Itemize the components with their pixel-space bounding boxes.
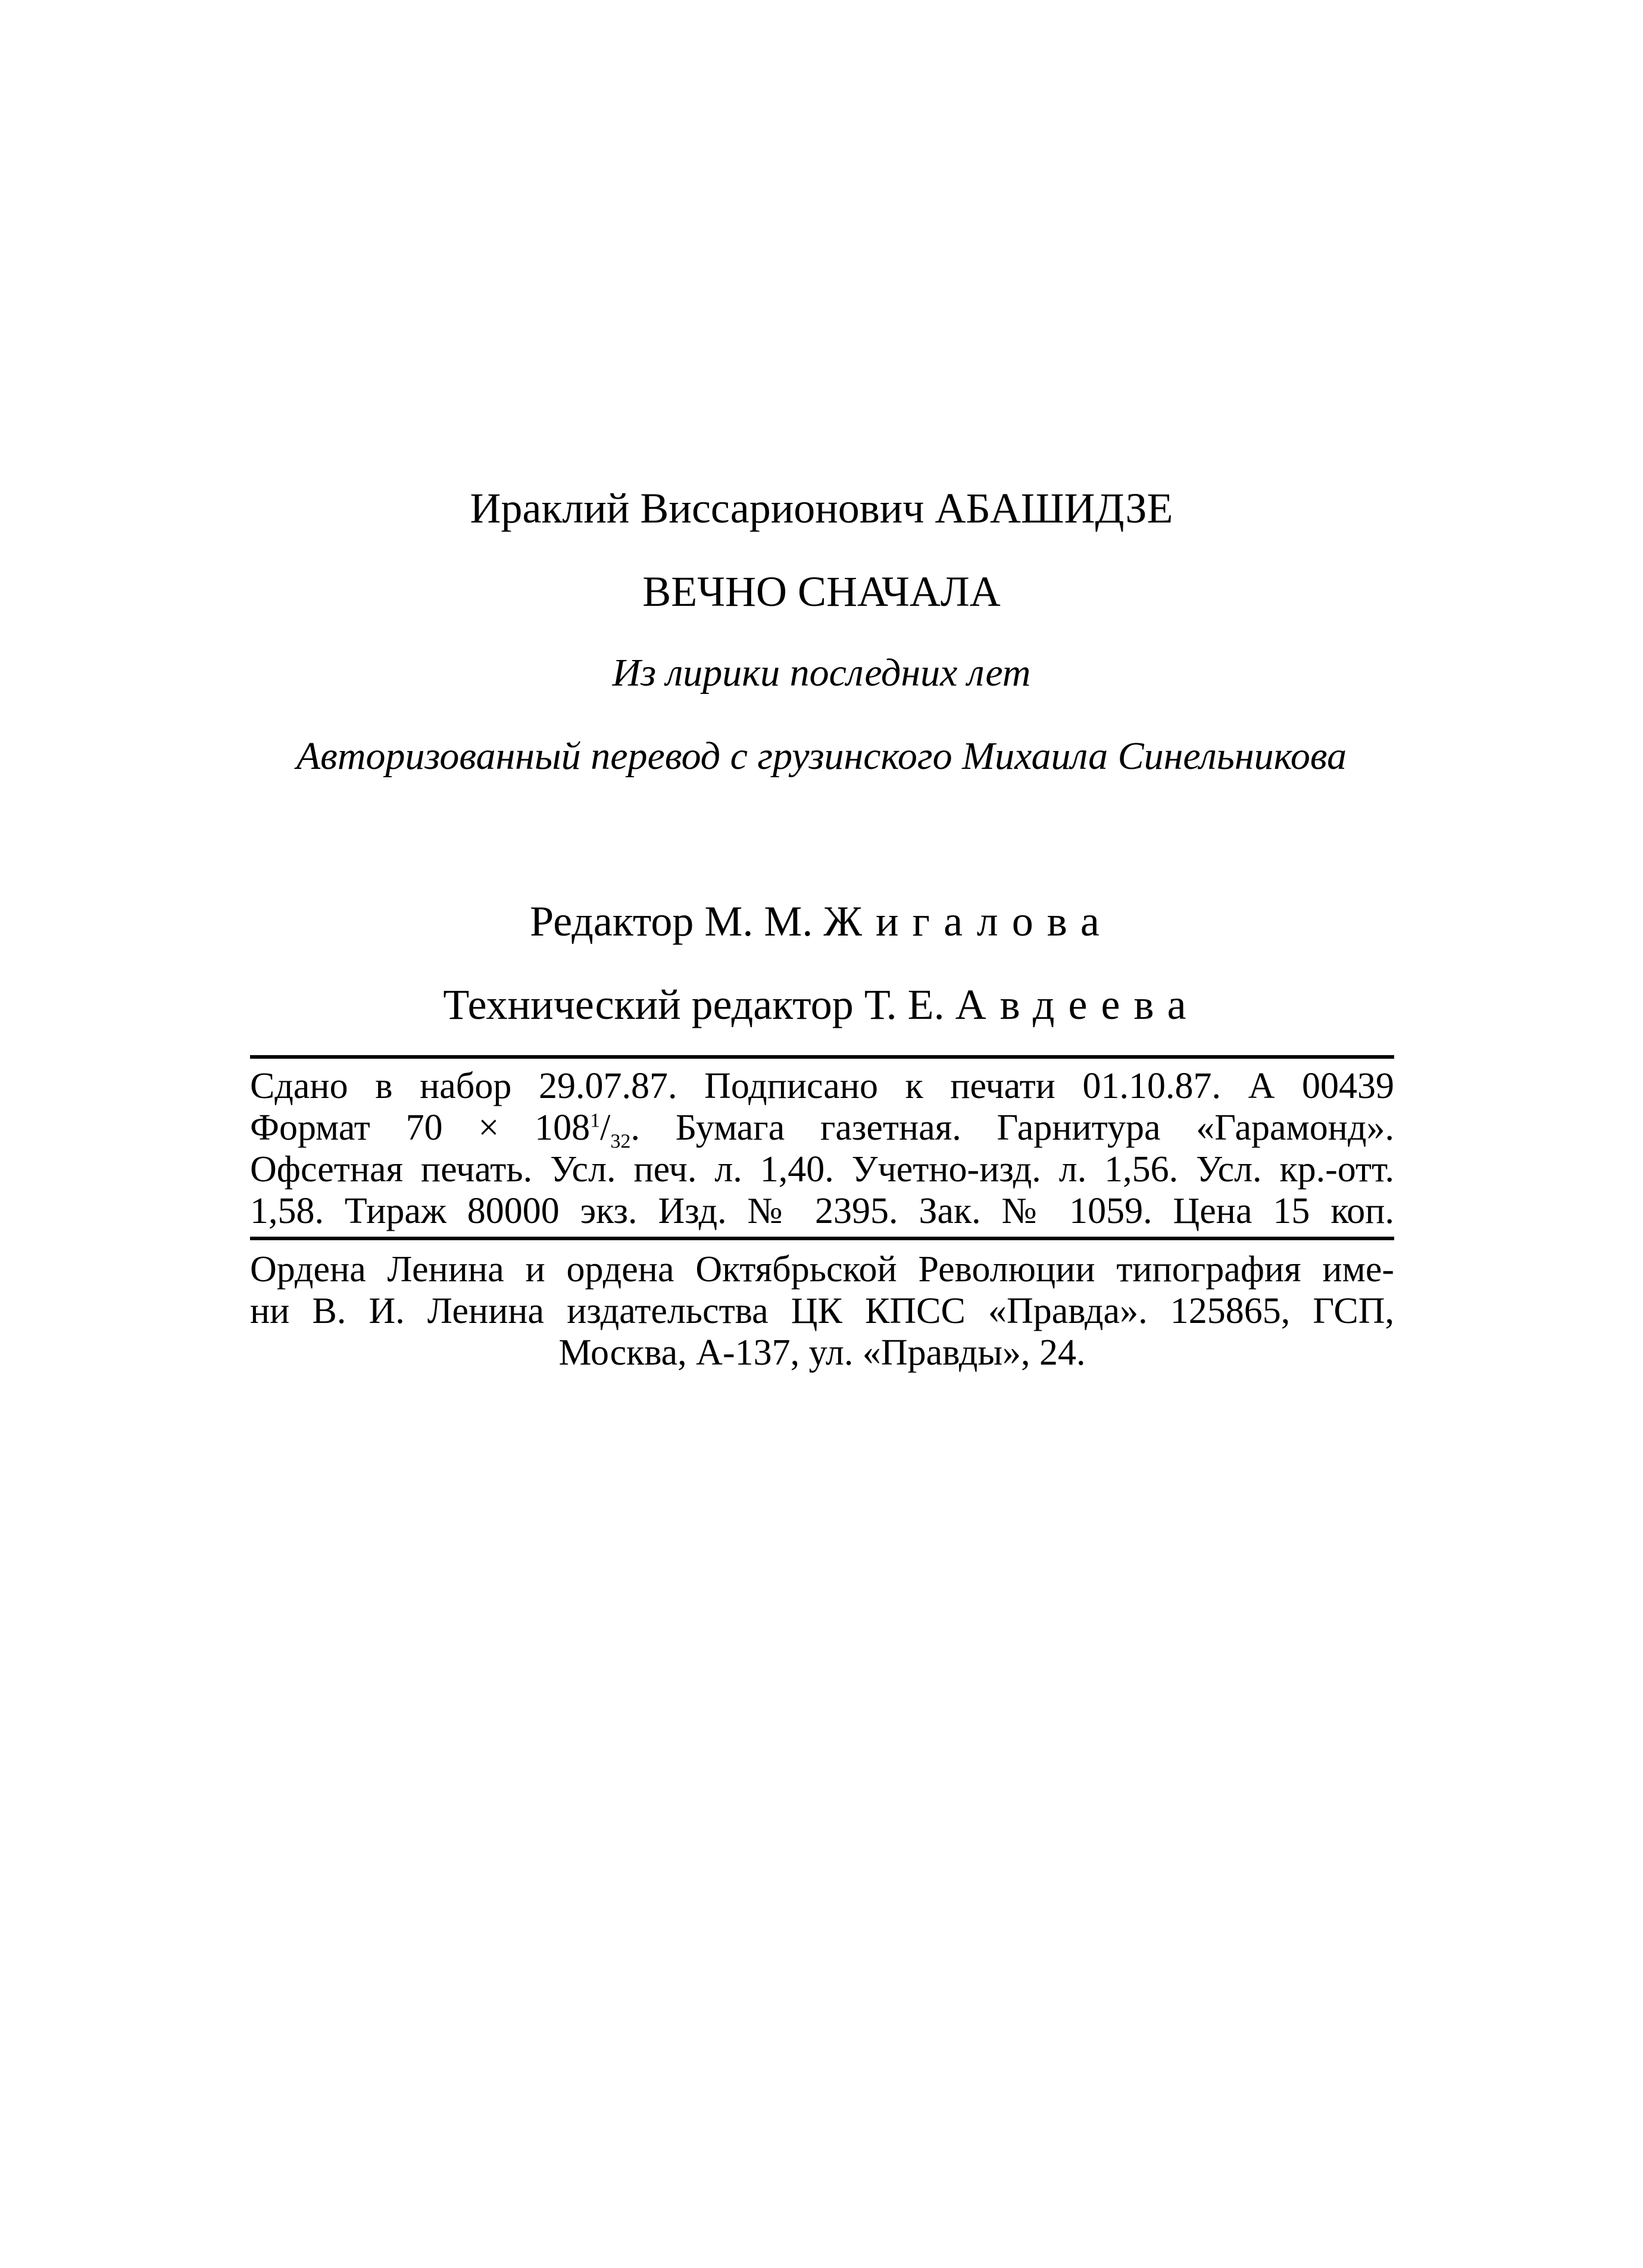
book-title: ВЕЧНО СНАЧАЛА <box>642 568 1001 615</box>
divider-rule <box>250 1055 1394 1059</box>
printer-line: ни В. И. Ленина издательства ЦК КПСС «Правда». 125865, ГСП, <box>250 1291 1394 1331</box>
printer-block <box>250 1249 1394 1374</box>
imprint-format-line <box>250 1107 1395 1153</box>
technical-editor-initials: Т. Е. <box>864 981 945 1028</box>
divider-rule <box>250 1237 1394 1240</box>
imprint-line: 1,58. Тираж 80000 экз. Изд. № 2395. Зак. № 1059. Цена 15 коп. <box>250 1191 1394 1231</box>
technical-editor-surname: Авдеева <box>955 981 1200 1028</box>
author-surname: АБАШИДЗЕ <box>935 484 1173 532</box>
book-subtitle: Из лирики последних лет <box>612 651 1031 695</box>
typeface: Гарнитура «Гарамонд». <box>997 1108 1395 1148</box>
editor-line <box>0 897 1643 945</box>
technical-editor-line <box>0 983 1643 1026</box>
printer-address-line: Москва, А-137, ул. «Правды», 24. <box>558 1332 1086 1373</box>
author-line <box>0 484 1643 532</box>
translation-note: Авторизованный перевод с грузинского Михаила Синельникова <box>296 734 1347 778</box>
format-value: $70 \times 108^1/_{32}$. <box>405 1108 640 1153</box>
editor-initials: М. М. <box>704 897 813 945</box>
paper-type: Бумага газетная. <box>675 1108 961 1148</box>
imprint-line: Офсетная печать. Усл. печ. л. 1,40. Учетно-изд. л. 1,56. Усл. кр.-отт. <box>250 1149 1394 1190</box>
printer-line: Ордена Ленина и ордена Октябрьской Революции типография име- <box>250 1249 1394 1290</box>
author-name: Ираклий Виссарионович <box>470 484 924 532</box>
imprint-block <box>250 1065 1394 1232</box>
technical-editor-role: Технический редактор <box>443 981 854 1028</box>
format-label: Формат <box>250 1108 370 1148</box>
imprint-line: Сдано в набор 29.07.87. Подписано к печати 01.10.87. А 00439 <box>250 1066 1394 1106</box>
editor-role: Редактор <box>530 897 694 945</box>
editor-surname: Жигалова <box>823 897 1113 945</box>
